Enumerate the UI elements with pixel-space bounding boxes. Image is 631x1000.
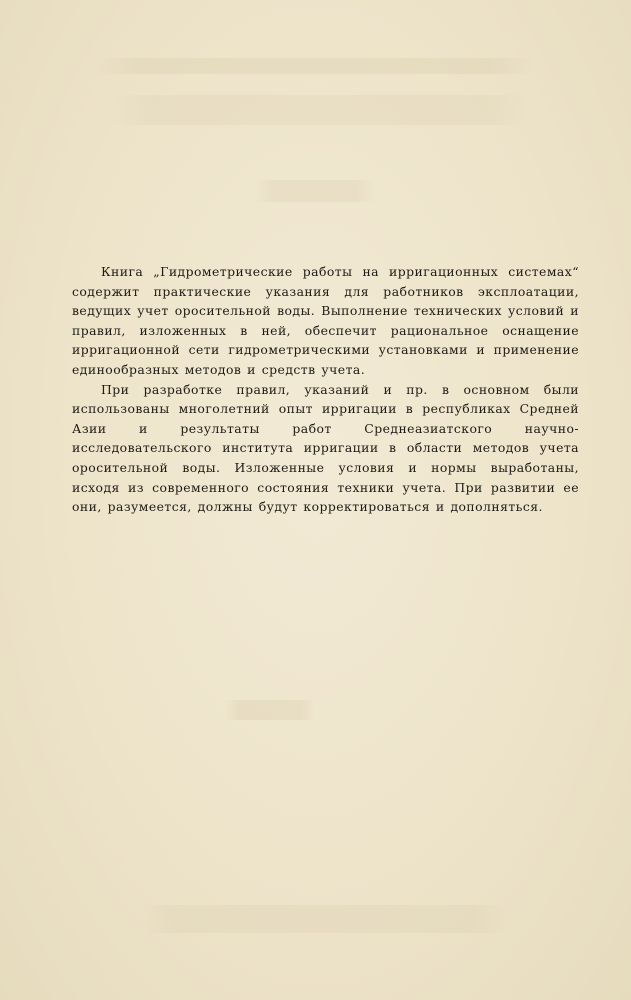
paragraph-sources: При разработке правил, указаний и пр. в основном были использованы многолетний опыт ирригации в республиках Средней Азии и результаты работ Среднеазиатского научно-исследовательского института ирригации в области методов учета оросительной воды. Изложенные условия и нормы выработаны, исходя из современного состояния техники учета. При развитии ее они, разумеется, должны будут корректироваться и дополняться. <box>72 381 579 515</box>
annotation-text <box>72 262 579 517</box>
bleed-through-artifact <box>225 700 315 720</box>
bleed-through-artifact <box>110 95 530 125</box>
bleed-through-artifact <box>255 180 375 202</box>
paragraph-intro: Книга „Гидрометрические работы на ирригационных системах“ содержит практические указания для работников эксплоатации, ведущих учет оросительной воды. Выполнение технических условий и правил, изложенных в ней, обеспечит рациональное оснащение ирригационной сети гидрометрическими установками и применение единообразных методов и средств учета. <box>72 264 579 377</box>
bleed-through-artifact <box>95 58 535 74</box>
bleed-through-artifact <box>140 905 510 933</box>
